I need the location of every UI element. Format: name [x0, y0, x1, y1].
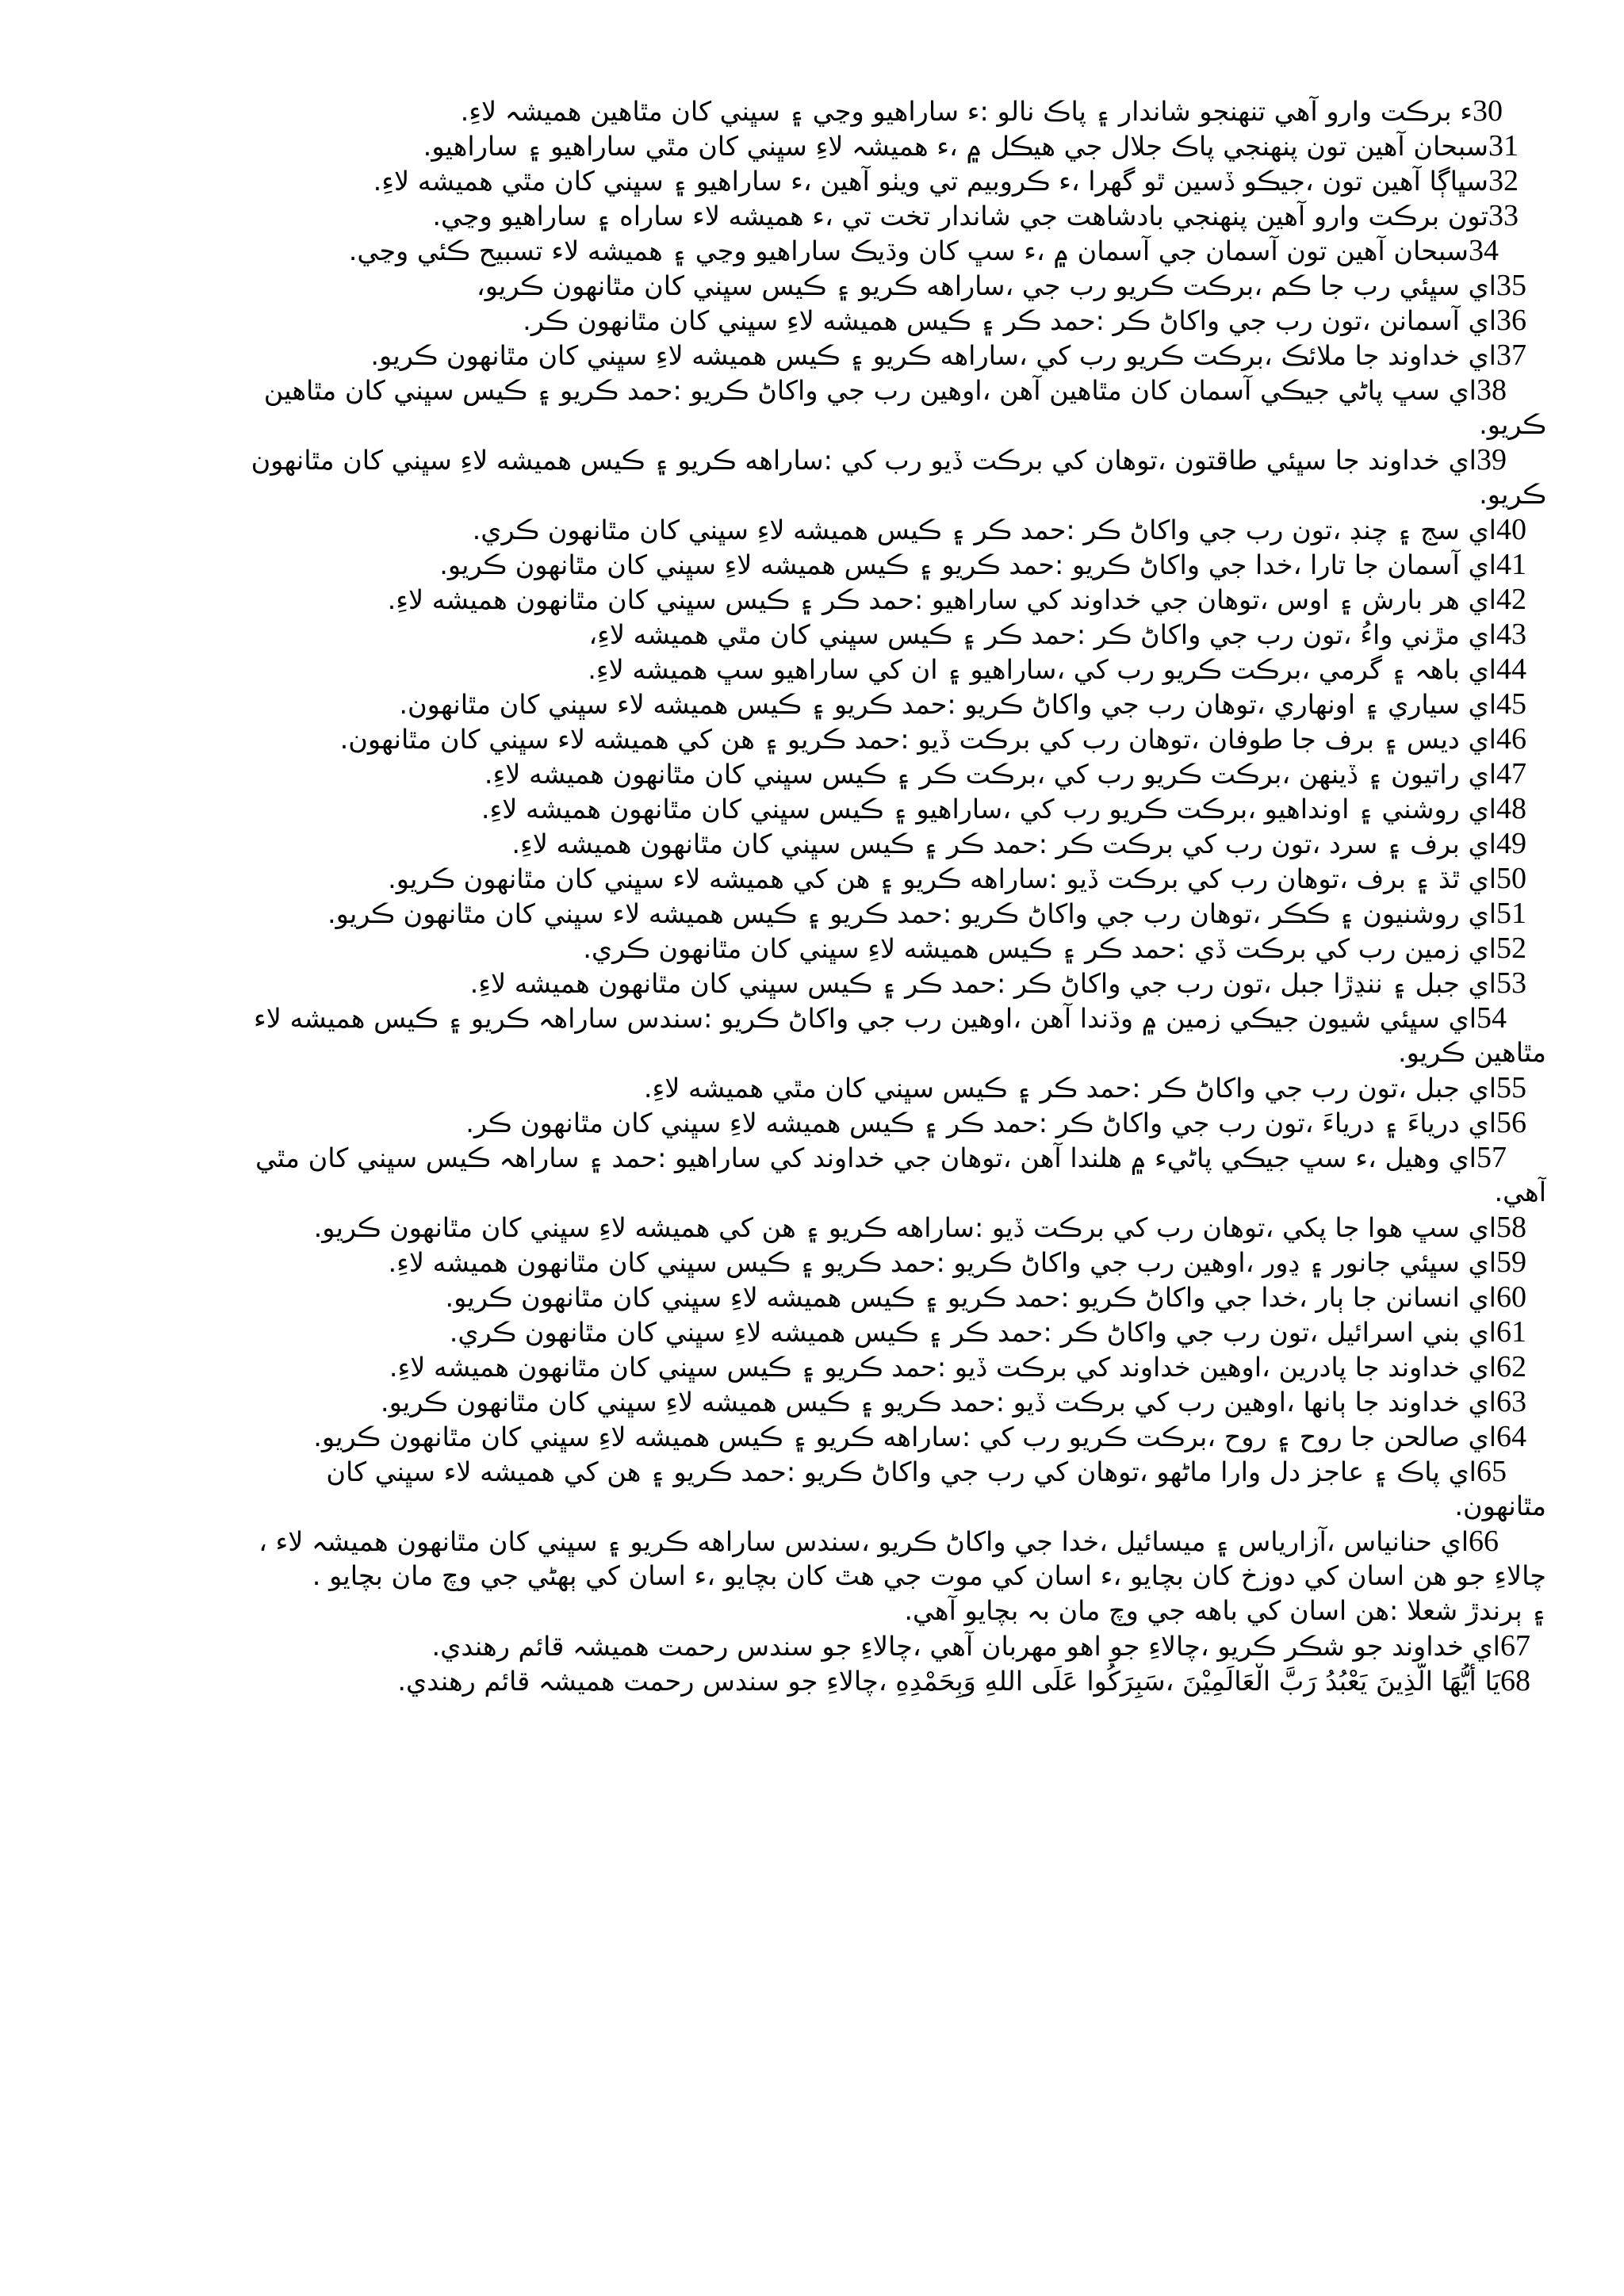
verse-line — [103, 163, 1546, 198]
verse-text: اي سڀئي رب جا ڪم ،برڪت ڪريو رب جي ،ساراهه ڪريو ۽ ڪيس سڀني کان مٿانهون ڪريو، — [476, 270, 1496, 301]
verse-line — [103, 617, 1546, 652]
verse-number: 47 — [1496, 757, 1526, 790]
verse-58 — [103, 1210, 1546, 1245]
verse-line — [103, 1349, 1546, 1384]
verse-number: 63 — [1496, 1385, 1526, 1418]
verse-line — [103, 861, 1546, 896]
verse-number: 50 — [1496, 862, 1526, 895]
verse-number: 45 — [1496, 687, 1526, 721]
verse-text: اي خداوند جو شڪر ڪريو ،چالاءِ جو اهو مهربان آهي ،چالاءِ جو سندس رحمت هميشہ قائم رهندي. — [431, 1631, 1500, 1662]
verse-text: مٿاهين ڪريو. — [1397, 1037, 1546, 1068]
verse-line — [103, 826, 1546, 861]
verse-59 — [103, 1245, 1546, 1280]
verse-text: اي خداوند جا پادرين ،اوهين خداوند کي برڪت ڏيو :حمد ڪريو ۽ ڪيس سڀني کان مٿانهون هميشه لاءِ. — [389, 1352, 1496, 1383]
verse-text: اي هر بارش ۽ اوس ،توهان جي خداوند کي ساراهيو :حمد ڪر ۽ ڪيس سڀني کان مٿانهون هميشه لاءِ. — [387, 584, 1496, 615]
verse-line — [103, 582, 1546, 617]
verse-text: سبحان آهين تون آسمان جي آسمان ۾ ،ء سڀ کان وڌيڪ ساراهيو وڃي ۽ هميشه لاء تسبيح ڪئي وڃي. — [348, 235, 1469, 266]
verse-line — [103, 198, 1546, 233]
verse-67 — [103, 1628, 1546, 1663]
verse-number: 39 — [1477, 443, 1507, 476]
verse-line — [103, 512, 1546, 547]
verse-number: 54 — [1477, 1001, 1507, 1035]
verse-56 — [103, 1105, 1546, 1140]
verse-line — [103, 442, 1546, 477]
verse-line — [103, 896, 1546, 931]
verse-line — [103, 931, 1546, 966]
verse-number: 42 — [1496, 583, 1526, 616]
verse-text: سڀاڳا آهين تون ،جيڪو ڏسين ٿو گهرا ،ء ڪروبيم تي ويٺو آهين ،ء ساراهيو ۽ سڀني کان مٿي هميشه لاءِ. — [373, 166, 1488, 197]
verse-line — [103, 1210, 1546, 1245]
verse-line — [103, 1001, 1546, 1035]
verse-text: ڪريو. — [1479, 479, 1546, 510]
verse-line — [103, 1070, 1546, 1105]
verse-35 — [103, 268, 1546, 303]
verse-number: 68 — [1500, 1664, 1530, 1697]
verse-text: اي سج ۽ چنڊ ،تون رب جي واکاڻ ڪر :حمد ڪر ۽ ڪيس هميشه لاءِ سڀني کان مٿانهون ڪري. — [472, 515, 1496, 545]
verse-text: اي بني اسرائيل ،تون رب جي واکاڻ ڪر :حمد ڪر ۽ ڪيس هميشه لاءِ سڀني کان مٿانهون ڪري. — [449, 1317, 1496, 1348]
verse-33 — [103, 198, 1546, 233]
verse-text: اي سڀئي شيون جيڪي زمين ۾ وڌندا آهن ،اوهين رب جي واکاڻ ڪريو :سندس ساراهہ ڪريو ۽ ڪيس هميشه لاء — [253, 1003, 1477, 1034]
verse-text: اي پاڪ ۽ عاجز دل وارا ماڻهو ،توهان کي رب جي واکاڻ ڪريو :حمد ڪريو ۽ هن کي هميشه لاء سڀني کان — [326, 1456, 1477, 1487]
verse-line — [103, 966, 1546, 1001]
verse-52 — [103, 931, 1546, 966]
verse-text: اي انسانن جا ٻار ،خدا جي واکاڻ ڪريو :حمد ڪريو ۽ ڪيس هميشه لاءِ سڀني کان مٿانهون ڪريو. — [445, 1282, 1496, 1313]
verse-line — [103, 1384, 1546, 1419]
verse-text: ۽ ٻرندڙ شعلا :هن اسان کي باهه جي وچ مان بہ بچايو آهي. — [904, 1595, 1546, 1626]
verse-text: اي سڀئي جانور ۽ ڍور ،اوهين رب جي واکاڻ ڪريو :حمد ڪريو ۽ ڪيس سڀني کان مٿانهون هميشه لاءِ. — [388, 1247, 1496, 1278]
verse-50 — [103, 861, 1546, 896]
verse-line — [103, 791, 1546, 826]
verse-line — [103, 756, 1546, 791]
verse-text: اي مڙني واءُ ،تون رب جي واکاڻ ڪر :حمد ڪر ۽ ڪيس سڀني کان مٿي هميشه لاءِ، — [588, 619, 1496, 650]
verse-text: اي راتيون ۽ ڏينهن ،برڪت ڪريو رب کي ،برڪت ڪر ۽ ڪيس سڀني کان مٿانهون هميشه لاءِ. — [484, 759, 1496, 790]
verse-30 — [103, 94, 1546, 128]
verse-line — [103, 687, 1546, 721]
verse-number: 56 — [1496, 1106, 1526, 1139]
verse-line — [103, 1035, 1546, 1070]
verse-text: اي خداوند جا ملائڪ ،برڪت ڪريو رب کي ،ساراهه ڪريو ۽ ڪيس هميشه لاءِ سڀني کان مٿانهون ڪريو. — [370, 340, 1496, 371]
verse-number: 51 — [1496, 897, 1526, 930]
verse-31 — [103, 128, 1546, 163]
verse-line — [103, 652, 1546, 687]
verse-number: 41 — [1496, 548, 1526, 581]
verse-text: اي سڀ پاڻي جيڪي آسمان کان مٿاهين آهن ،اوهين رب جي واکاڻ ڪريو :حمد ڪريو ۽ ڪيس سڀني کان مٿاهين — [263, 375, 1477, 406]
verse-34 — [103, 233, 1546, 268]
verse-text: اي ٿڌ ۽ برف ،توهان رب کي برڪت ڏيو :ساراهه ڪريو ۽ هن کي هميشه لاء سڀني کان مٿانهون ڪريو. — [388, 863, 1496, 894]
verse-65 — [103, 1454, 1546, 1524]
verse-40 — [103, 512, 1546, 547]
verse-text: اي روشني ۽ اونداهيو ،برڪت ڪريو رب کي ،ساراهيو ۽ ڪيس سڀني کان مٿانهون هميشه لاءِ. — [481, 794, 1496, 825]
verse-text: مٿانهون. — [1454, 1490, 1546, 1521]
verse-text: اي جبل ۽ ننڍڙا جبل ،تون رب جي واکاڻ ڪر :حمد ڪر ۽ ڪيس سڀني کان مٿانهون هميشه لاءِ. — [469, 968, 1496, 999]
verse-text: اي باهہ ۽ گرمي ،برڪت ڪريو رب کي ،ساراهيو ۽ ان کي ساراهيو سڀ هميشه لاءِ. — [588, 654, 1496, 685]
verse-text: چالاءِ جو هن اسان کي دوزخ کان بچايو ،ء اسان کي موت جي هٿ کان بچايو ،ء اسان کي ٻهڻي جي وچ مان بچايو . — [312, 1560, 1546, 1591]
verse-43 — [103, 617, 1546, 652]
verse-number: 46 — [1496, 722, 1526, 756]
verse-66 — [103, 1524, 1546, 1628]
verse-line — [103, 233, 1546, 268]
verse-text: اي آسمان جا تارا ،خدا جي واکاڻ ڪريو :حمد ڪريو ۽ ڪيس هميشه لاءِ سڀني کان مٿانهون ڪريو. — [439, 549, 1496, 580]
verse-number: 35 — [1496, 269, 1526, 302]
verse-48 — [103, 791, 1546, 826]
verse-number: 55 — [1496, 1071, 1526, 1104]
verse-text: اي حنانياس ،آزارياس ۽ ميسائيل ،خدا جي واکاڻ ڪريو ،سندس ساراهه ڪريو ۽ سڀني کان مٿانهون هميشہ لاء ، — [259, 1526, 1469, 1557]
verse-line — [103, 721, 1546, 756]
verse-53 — [103, 966, 1546, 1001]
verse-text: يَا أَيُّهَا الَّذِينَ يَعْبُدُ رَبَّ الْعَالَمِيْنَ ،سَبِرَكُوا عَلَى اللهِ وَبِحَمْدِهِ ،چالاءِ جو سندس رحمت هميشہ قائم رهندي. — [397, 1666, 1500, 1697]
verse-text: اي زمين رب کي برڪت ڏي :حمد ڪر ۽ ڪيس هميشه لاءِ سڀني کان مٿانهون ڪري. — [583, 933, 1496, 964]
verse-line — [103, 1663, 1546, 1698]
verse-41 — [103, 547, 1546, 582]
verse-55 — [103, 1070, 1546, 1105]
verse-line — [103, 1419, 1546, 1454]
verse-text: اي آسمانن ،تون رب جي واکاڻ ڪر :حمد ڪر ۽ ڪيس هميشه لاءِ سڀني کان مٿانهون ڪر. — [523, 305, 1496, 336]
verse-line — [103, 1489, 1546, 1524]
verse-text: آهي. — [1494, 1177, 1546, 1207]
verse-number: 59 — [1496, 1246, 1526, 1279]
verse-number: 65 — [1477, 1455, 1507, 1488]
verse-number: 38 — [1477, 373, 1507, 407]
document-page — [103, 94, 1546, 1698]
verse-68 — [103, 1663, 1546, 1698]
verse-49 — [103, 826, 1546, 861]
verse-text: سبحان آهين تون پنهنجي پاڪ جلال جي هيڪل ۾ ،ء هميشہ لاءِ سڀني کان مٿي ساراهيو ۽ ساراهيو. — [423, 131, 1488, 162]
verse-line — [103, 303, 1546, 338]
verse-number: 62 — [1496, 1350, 1526, 1383]
verse-number: 53 — [1496, 966, 1526, 1000]
verse-number: 31 — [1488, 129, 1519, 163]
verse-line — [103, 547, 1546, 582]
verse-line — [103, 1524, 1546, 1559]
verse-line — [103, 1454, 1546, 1489]
verse-number: 43 — [1496, 618, 1526, 651]
verse-54 — [103, 1001, 1546, 1070]
verse-36 — [103, 303, 1546, 338]
verse-number: 34 — [1469, 234, 1499, 267]
verse-number: 66 — [1469, 1525, 1499, 1558]
verse-text: اي صالحن جا روح ۽ روح ،برڪت ڪريو رب کي :ساراهه ڪريو ۽ ڪيس هميشه لاءِ سڀني کان مٿانهون ڪريو. — [313, 1422, 1496, 1452]
verse-number: 58 — [1496, 1211, 1526, 1244]
verse-63 — [103, 1384, 1546, 1419]
verse-line — [103, 1140, 1546, 1175]
verse-39 — [103, 442, 1546, 512]
verse-60 — [103, 1280, 1546, 1314]
verse-number: 52 — [1496, 932, 1526, 965]
verse-64 — [103, 1419, 1546, 1454]
verse-32 — [103, 163, 1546, 198]
verse-number: 30 — [1473, 94, 1503, 128]
verse-38 — [103, 373, 1546, 442]
verse-text: ڪريو. — [1479, 409, 1546, 440]
verse-line — [103, 94, 1546, 128]
verse-61 — [103, 1314, 1546, 1349]
verse-line — [103, 1559, 1546, 1594]
verse-number: 44 — [1496, 652, 1526, 686]
verse-text: اي سياري ۽ اونهاري ،توهان رب جي واکاڻ ڪريو :حمد ڪريو ۽ ڪيس هميشه لاء سڀني کان مٿانهون. — [399, 689, 1496, 720]
verse-line — [103, 1628, 1546, 1663]
verse-line — [103, 477, 1546, 512]
verse-line — [103, 408, 1546, 442]
verse-text: اي برف ۽ سرد ،تون رب کي برڪت ڪر :حمد ڪر ۽ ڪيس سڀني کان مٿانهون هميشه لاءِ. — [511, 828, 1496, 859]
verse-text: اي درياءَ ۽ درياءَ ،تون رب جي واکاڻ ڪر :حمد ڪر ۽ ڪيس هميشه لاءِ سڀني کان مٿانهون ڪر. — [465, 1108, 1496, 1138]
verse-line — [103, 1280, 1546, 1314]
verse-number: 67 — [1500, 1629, 1530, 1663]
verse-line — [103, 338, 1546, 373]
verse-text: اي خداوند جا ٻانها ،اوهين رب کي برڪت ڏيو :حمد ڪريو ۽ ڪيس هميشه لاءِ سڀني کان مٿانهون ڪريو. — [380, 1387, 1496, 1418]
verse-number: 60 — [1496, 1280, 1526, 1314]
verse-line — [103, 1594, 1546, 1628]
verse-number: 57 — [1477, 1141, 1507, 1174]
verse-line — [103, 268, 1546, 303]
verse-number: 48 — [1496, 792, 1526, 825]
verse-57 — [103, 1140, 1546, 1210]
verse-number: 33 — [1488, 199, 1519, 232]
verse-line — [103, 373, 1546, 408]
verse-number: 61 — [1496, 1315, 1526, 1349]
verse-text: تون برڪت وارو آهين پنهنجي بادشاهت جي شاندار تخت تي ،ء هميشه لاء ساراه ۽ ساراهيو وڃي. — [432, 201, 1488, 232]
verse-line — [103, 1314, 1546, 1349]
verse-text: اي وهيل ،ء سڀ جيڪي پاڻيء ۾ هلندا آهن ،توهان جي خداوند کي ساراهيو :حمد ۽ ساراهہ ڪيس سڀني کان مٿي — [255, 1142, 1477, 1173]
verse-text: اي جبل ،تون رب جي واکاڻ ڪر :حمد ڪر ۽ ڪيس سڀني کان مٿي هميشه لاءِ. — [643, 1073, 1496, 1104]
verse-line — [103, 1105, 1546, 1140]
verse-number: 37 — [1496, 339, 1526, 372]
verse-line — [103, 1245, 1546, 1280]
verse-text: ء برڪت وارو آهي تنهنجو شاندار ۽ پاڪ نالو :ء ساراهيو وڃي ۽ سڀني کان مٿاهين هميشہ لاءِ. — [460, 96, 1473, 127]
verse-number: 64 — [1496, 1420, 1526, 1453]
verse-text: اي خداوند جا سڀئي طاقتون ،توهان کي برڪت ڏيو رب کي :ساراهه ڪريو ۽ ڪيس هميشه لاءِ سڀني کان مٿانهون — [251, 445, 1477, 476]
verse-number: 36 — [1496, 304, 1526, 337]
verse-37 — [103, 338, 1546, 373]
verse-46 — [103, 721, 1546, 756]
verse-line — [103, 128, 1546, 163]
verse-45 — [103, 687, 1546, 721]
verse-number: 40 — [1496, 513, 1526, 546]
verse-42 — [103, 582, 1546, 617]
verse-44 — [103, 652, 1546, 687]
verse-text: اي سڀ هوا جا پکي ،توهان رب کي برڪت ڏيو :ساراهه ڪريو ۽ هن کي هميشه لاءِ سڀني کان مٿانهون ڪريو. — [313, 1212, 1496, 1243]
verse-number: 49 — [1496, 827, 1526, 860]
verse-line — [103, 1175, 1546, 1210]
verse-text: اي روشنيون ۽ ڪڪر ،توهان رب جي واکاڻ ڪريو :حمد ڪريو ۽ ڪيس هميشه لاء سڀني کان مٿانهون ڪريو. — [327, 898, 1496, 929]
verse-47 — [103, 756, 1546, 791]
verse-62 — [103, 1349, 1546, 1384]
verse-51 — [103, 896, 1546, 931]
verse-text: اي ديس ۽ برف جا طوفان ،توهان رب کي برڪت ڏيو :حمد ڪريو ۽ هن کي هميشه لاء سڀني کان مٿانهون. — [339, 724, 1496, 755]
verse-number: 32 — [1488, 164, 1519, 197]
